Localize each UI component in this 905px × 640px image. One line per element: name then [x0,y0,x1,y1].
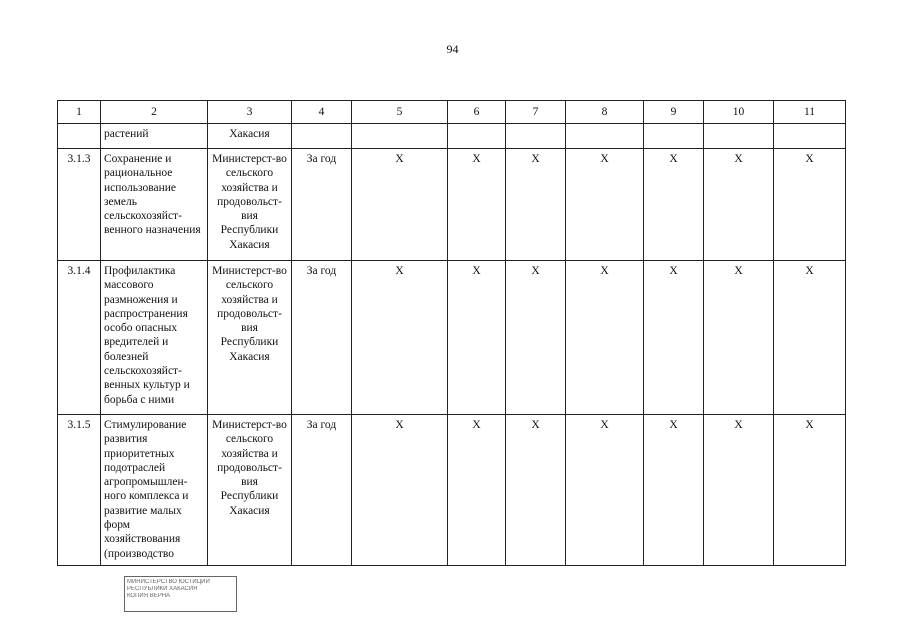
mark-cell: X [352,261,448,415]
row-number: 3.1.3 [58,149,101,261]
mark-cell: X [448,261,506,415]
period: За год [292,149,352,261]
mark-cell: X [352,415,448,566]
mark-cell: X [352,149,448,261]
stamp-line: МИНИСТЕРСТВО ЮСТИЦИИ [127,579,210,585]
mark-cell: X [506,261,566,415]
page-number: 94 [446,42,459,56]
header-cell-4: 4 [292,101,352,124]
table-row [58,149,846,261]
table-cell: Хакасия [208,124,292,149]
mark-cell: X [774,415,846,566]
table-cell [448,124,506,149]
table-cell: растений [101,124,208,149]
mark-cell: X [704,149,774,261]
mark-cell: X [774,149,846,261]
table-cell [566,124,644,149]
table-row [58,415,846,566]
table-row [58,261,846,415]
table-cell [774,124,846,149]
row-number: 3.1.4 [58,261,101,415]
mark-cell: X [644,149,704,261]
header-row [58,101,846,124]
program-table [57,100,846,566]
mark-cell: X [566,415,644,566]
period: За год [292,261,352,415]
stamp-line: КОПИЯ ВЕРНА [127,593,171,599]
row-number: 3.1.5 [58,415,101,566]
responsible-body: Министерст-во сельского хозяйства и продовольст-вия Республики Хакасия [208,415,292,566]
mark-cell: X [774,261,846,415]
measure-name: Сохранение и рациональное использование земель сельскохозяйст-венного назначения [101,149,208,261]
header-cell-6: 6 [448,101,506,124]
table-cell [644,124,704,149]
header-cell-5: 5 [352,101,448,124]
mark-cell: X [506,415,566,566]
continuation-row [58,124,846,149]
stamp-line: РЕСПУБЛИКИ ХАКАСИЯ [127,586,198,592]
table-cell [292,124,352,149]
responsible-body: Министерст-во сельского хозяйства и продовольст-вия Республики Хакасия [208,149,292,261]
measure-name: Профилактика массового размножения и распространения особо опасных вредителей и болезней сельскохозяйст-венных культур и борьба с ними [101,261,208,415]
table-cell [58,124,101,149]
header-cell-3: 3 [208,101,292,124]
header-cell-2: 2 [101,101,208,124]
mark-cell: X [704,415,774,566]
mark-cell: X [448,415,506,566]
mark-cell: X [566,149,644,261]
mark-cell: X [448,149,506,261]
header-cell-8: 8 [566,101,644,124]
table-cell [506,124,566,149]
header-cell-11: 11 [774,101,846,124]
table-cell [352,124,448,149]
mark-cell: X [506,149,566,261]
header-cell-7: 7 [506,101,566,124]
measure-name: Стимулирование развития приоритетных подотраслей агропромышлен-ного комплекса и развитие малых форм хозяйствования (производство [101,415,208,566]
mark-cell: X [644,261,704,415]
mark-cell: X [566,261,644,415]
header-cell-10: 10 [704,101,774,124]
official-stamp [124,576,237,612]
header-cell-1: 1 [58,101,101,124]
mark-cell: X [644,415,704,566]
responsible-body: Министерст-во сельского хозяйства и продовольст-вия Республики Хакасия [208,261,292,415]
period: За год [292,415,352,566]
header-cell-9: 9 [644,101,704,124]
mark-cell: X [704,261,774,415]
table-cell [704,124,774,149]
